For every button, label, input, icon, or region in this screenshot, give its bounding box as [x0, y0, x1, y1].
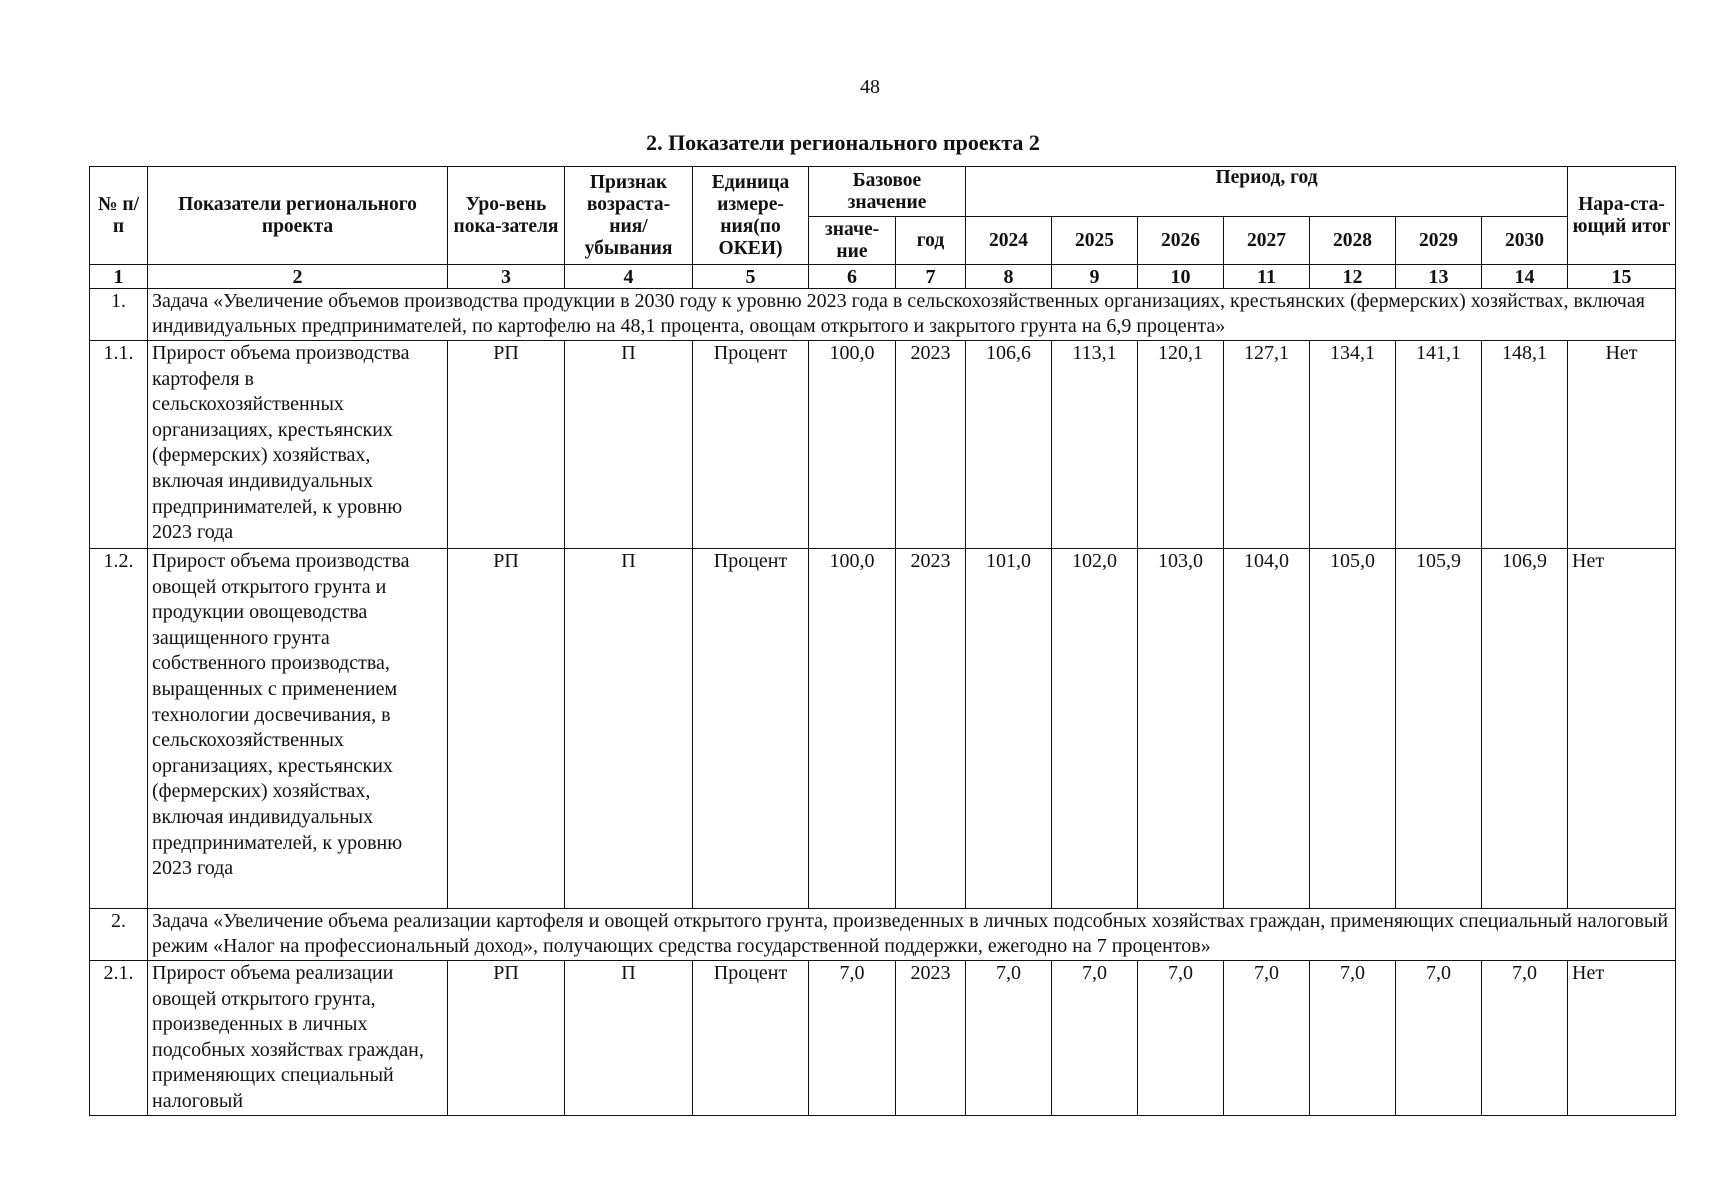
- column-number: 15: [1568, 265, 1676, 289]
- year-value: 7,0: [1396, 961, 1482, 1116]
- row-number: 1.1.: [90, 341, 148, 549]
- cumulative-flag: Нет: [1568, 549, 1676, 909]
- column-number: 3: [448, 265, 565, 289]
- indicator-trend: П: [565, 961, 693, 1116]
- column-number: 11: [1224, 265, 1310, 289]
- year-value: 7,0: [1052, 961, 1138, 1116]
- column-number: 14: [1482, 265, 1568, 289]
- header-base: Базовое значение: [809, 167, 966, 217]
- header-year: 2025: [1052, 217, 1138, 265]
- year-value: 106,6: [966, 341, 1052, 549]
- year-value: 141,1: [1396, 341, 1482, 549]
- column-number: 4: [565, 265, 693, 289]
- year-value: 106,9: [1482, 549, 1568, 909]
- page-number: 48: [860, 76, 880, 98]
- task-row: [90, 909, 1676, 961]
- base-value: 100,0: [809, 549, 896, 909]
- task-text: Задача «Увеличение объемов производства продукции в 2030 году к уровню 2023 года в сельскохозяйственных организациях, крестьянских (фермерских) хозяйствах, включая индивидуальных предпринимателей, по картофелю на 48,1 процента, овощам открытого и закрытого грунта на 6,9 процента»: [148, 289, 1676, 341]
- column-number: 10: [1138, 265, 1224, 289]
- year-value: 7,0: [966, 961, 1052, 1116]
- header-unit: Единица измере-ния(по ОКЕИ): [693, 167, 809, 265]
- year-value: 104,0: [1224, 549, 1310, 909]
- row-number: 2.1.: [90, 961, 148, 1116]
- indicator-level: РП: [448, 961, 565, 1116]
- year-value: 105,9: [1396, 549, 1482, 909]
- year-value: 7,0: [1224, 961, 1310, 1116]
- row-number: 1.2.: [90, 549, 148, 909]
- column-number: 2: [148, 265, 448, 289]
- indicator-level: РП: [448, 341, 565, 549]
- header-year: 2029: [1396, 217, 1482, 265]
- task-row: [90, 289, 1676, 341]
- column-number: 5: [693, 265, 809, 289]
- cumulative-flag: Нет: [1568, 961, 1676, 1116]
- header-year: 2028: [1310, 217, 1396, 265]
- header-year: 2026: [1138, 217, 1224, 265]
- header-level: Уро-вень пока-зателя: [448, 167, 565, 265]
- table-row: [90, 341, 1676, 549]
- header-base-year: год: [896, 217, 966, 265]
- year-value: 134,1: [1310, 341, 1396, 549]
- column-number: 1: [90, 265, 148, 289]
- indicator-unit: Процент: [693, 961, 809, 1116]
- base-year: 2023: [896, 961, 966, 1116]
- year-value: 7,0: [1310, 961, 1396, 1116]
- indicator-level: РП: [448, 549, 565, 909]
- base-year: 2023: [896, 549, 966, 909]
- header-cumulative: Нара-ста-ющий итог: [1568, 167, 1676, 265]
- header-base-value: значе-ние: [809, 217, 896, 265]
- year-value: 103,0: [1138, 549, 1224, 909]
- base-year: 2023: [896, 341, 966, 549]
- table-title: 2. Показатели регионального проекта 2: [646, 130, 1040, 155]
- column-number: 6: [809, 265, 896, 289]
- header-indicator: Показатели регионального проекта: [148, 167, 448, 265]
- column-number: 9: [1052, 265, 1138, 289]
- year-value: 105,0: [1310, 549, 1396, 909]
- indicator-name: Прирост объема производства овощей открытого грунта и продукции овощеводства защищенного грунта собственного производства, выращенных с применением технологии досвечивания, в сельскохозяйственных организациях, крестьянских (фермерских) хозяйствах, включая индивидуальных предпринимателей, к уровню 2023 года: [148, 549, 448, 909]
- year-value: 127,1: [1224, 341, 1310, 549]
- base-value: 7,0: [809, 961, 896, 1116]
- column-number: 8: [966, 265, 1052, 289]
- column-number: 12: [1310, 265, 1396, 289]
- year-value: 113,1: [1052, 341, 1138, 549]
- column-number: 7: [896, 265, 966, 289]
- indicators-table: [89, 166, 1676, 1116]
- task-text: Задача «Увеличение объема реализации картофеля и овощей открытого грунта, произведенных в личных подсобных хозяйствах граждан, применяющих специальный налоговый режим «Налог на профессиональный доход», получающих средства государственной поддержки, ежегодно на 7 процентов»: [148, 909, 1676, 961]
- indicator-unit: Процент: [693, 341, 809, 549]
- year-value: 7,0: [1482, 961, 1568, 1116]
- indicator-name: Прирост объема производства картофеля в сельскохозяйственных организациях, крестьянских (фермерских) хозяйствах, включая индивидуальных предпринимателей, к уровню 2023 года: [148, 341, 448, 549]
- year-value: 101,0: [966, 549, 1052, 909]
- header-period: Период, год: [966, 167, 1568, 217]
- base-value: 100,0: [809, 341, 896, 549]
- task-number: 1.: [90, 289, 148, 341]
- year-value: 102,0: [1052, 549, 1138, 909]
- column-number: 13: [1396, 265, 1482, 289]
- header-trend: Признак возраста-ния/ убывания: [565, 167, 693, 265]
- year-value: 7,0: [1138, 961, 1224, 1116]
- header-num: № п/п: [90, 167, 148, 265]
- task-number: 2.: [90, 909, 148, 961]
- cumulative-flag: Нет: [1568, 341, 1676, 549]
- table-row: [90, 549, 1676, 909]
- table-row: [90, 961, 1676, 1116]
- header-year: 2030: [1482, 217, 1568, 265]
- year-value: 120,1: [1138, 341, 1224, 549]
- indicator-trend: П: [565, 341, 693, 549]
- header-year: 2024: [966, 217, 1052, 265]
- indicator-unit: Процент: [693, 549, 809, 909]
- indicator-trend: П: [565, 549, 693, 909]
- header-year: 2027: [1224, 217, 1310, 265]
- year-value: 148,1: [1482, 341, 1568, 549]
- indicator-name: Прирост объема реализации овощей открытого грунта, произведенных в личных подсобных хозяйствах граждан, применяющих специальный налоговый: [148, 961, 448, 1116]
